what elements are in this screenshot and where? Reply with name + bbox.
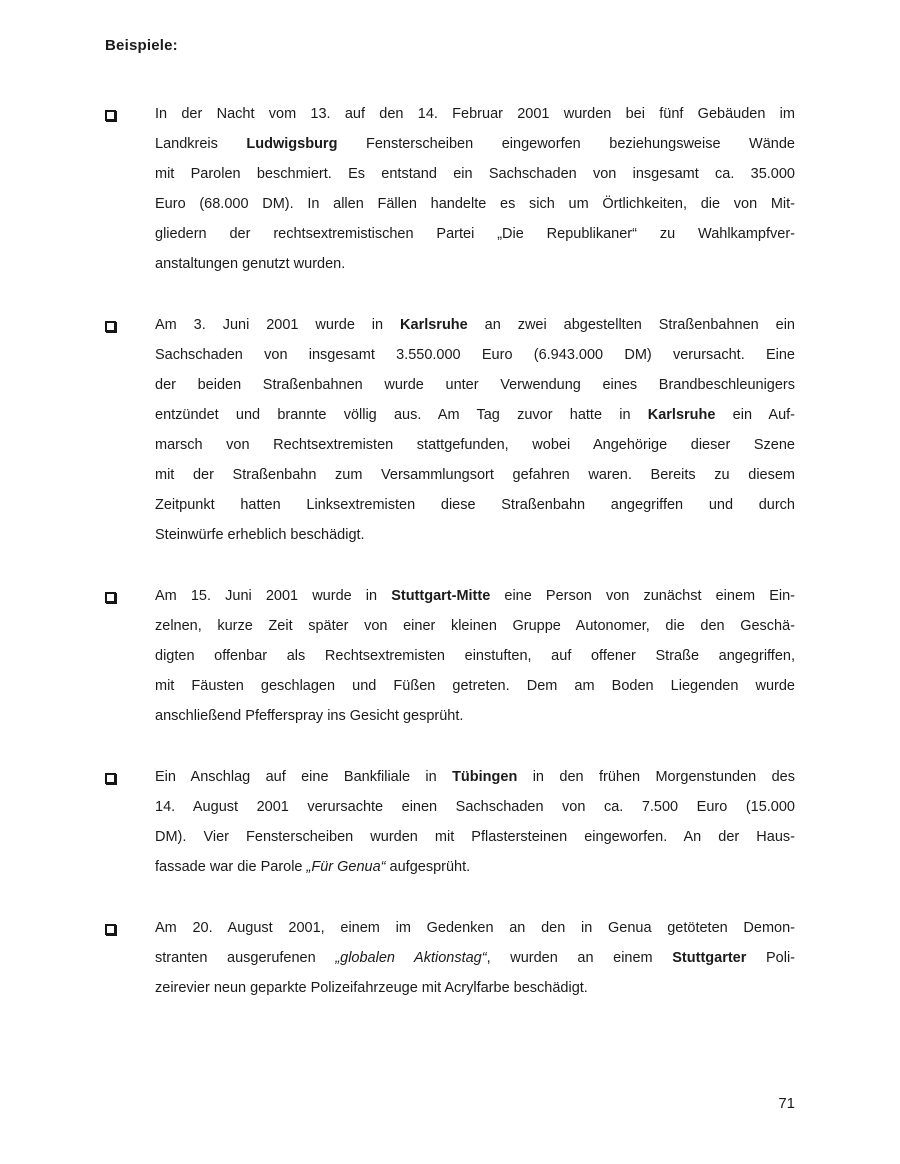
paragraph xyxy=(155,581,795,731)
text-segment: Landkreis xyxy=(155,136,247,152)
text-line xyxy=(155,792,795,822)
text-segment: aufgesprüht. xyxy=(385,859,471,875)
text-segment: DM). Vier Fensterscheiben wurden mit Pflastersteinen eingeworfen. An der Haus- xyxy=(155,829,795,845)
text-line xyxy=(155,852,795,882)
bullet-marker xyxy=(105,310,155,550)
text-line xyxy=(155,822,795,852)
list-item xyxy=(105,581,795,731)
paragraph xyxy=(155,99,795,279)
bullet-marker xyxy=(105,913,155,1003)
text-segment: , wurden an einem xyxy=(486,950,673,966)
text-line xyxy=(155,943,795,973)
text-segment: an zwei abgestellten Straßenbahnen ein xyxy=(467,317,796,333)
text-line xyxy=(155,490,795,520)
text-segment: eine Person von zunächst einem Ein- xyxy=(490,588,795,604)
text-segment: zelnen, kurze Zeit später von einer kleinen Gruppe Autonomer, die den Geschä- xyxy=(155,618,795,634)
list-item xyxy=(105,310,795,550)
text-line xyxy=(155,762,795,792)
page-title: Beispiele: xyxy=(105,37,178,54)
emphasis-bold-text: Ludwigsburg xyxy=(246,136,338,152)
text-line xyxy=(155,129,795,159)
text-line xyxy=(155,219,795,249)
emphasis-bold-text: Karlsruhe xyxy=(400,317,468,333)
text-segment: anstaltungen genutzt wurden. xyxy=(155,256,346,272)
text-line xyxy=(155,520,795,550)
text-segment: Am 3. Juni 2001 wurde in xyxy=(155,317,401,333)
text-line xyxy=(155,310,795,340)
text-line xyxy=(155,641,795,671)
text-segment: fassade war die Parole xyxy=(155,859,307,875)
list-item xyxy=(105,913,795,1003)
text-segment: gliedern der rechtsextremistischen Partei „Die Republikaner“ zu Wahlkampfver- xyxy=(155,226,795,242)
page-number: 71 xyxy=(778,1095,795,1112)
text-line xyxy=(155,701,795,731)
text-line xyxy=(155,400,795,430)
shadowed-square-bullet-icon xyxy=(105,321,116,332)
text-segment: Poli- xyxy=(746,950,796,966)
text-segment: 14. August 2001 verursachte einen Sachschaden von ca. 7.500 Euro (15.000 xyxy=(155,799,795,815)
text-segment: in den frühen Morgenstunden des xyxy=(517,769,795,785)
page-footer xyxy=(778,1095,795,1112)
text-line xyxy=(155,460,795,490)
emphasis-bold-text: Stuttgart-Mitte xyxy=(391,588,491,604)
text-segment: mit Parolen beschmiert. Es entstand ein Sachschaden von insgesamt ca. 35.000 xyxy=(155,166,795,182)
text-line xyxy=(155,671,795,701)
text-segment: zeirevier neun geparkte Polizeifahrzeuge mit Acrylfarbe beschädigt. xyxy=(155,980,588,996)
paragraph xyxy=(155,310,795,550)
shadowed-square-bullet-icon xyxy=(105,924,116,935)
text-segment: marsch von Rechtsextremisten stattgefunden, wobei Angehörige dieser Szene xyxy=(155,437,795,453)
text-line xyxy=(155,159,795,189)
emphasis-italic-text: „globalen Aktionstag“ xyxy=(335,950,487,966)
text-line xyxy=(155,913,795,943)
shadowed-square-bullet-icon xyxy=(105,773,116,784)
bullet-list xyxy=(105,99,795,1003)
list-item xyxy=(105,762,795,882)
text-segment: Am 20. August 2001, einem im Gedenken an den in Genua getöteten Demon- xyxy=(155,920,795,936)
text-line xyxy=(155,249,795,279)
text-segment: entzündet und brannte völlig aus. Am Tag zuvor hatte in xyxy=(155,407,648,423)
emphasis-bold-text: Tübingen xyxy=(452,769,518,785)
text-segment: anschließend Pfefferspray ins Gesicht gesprüht. xyxy=(155,708,464,724)
text-segment: Ein Anschlag auf eine Bankfiliale in xyxy=(155,769,453,785)
text-line xyxy=(155,340,795,370)
shadowed-square-bullet-icon xyxy=(105,592,116,603)
text-line xyxy=(155,973,795,1003)
text-segment: mit Fäusten geschlagen und Füßen getreten. Dem am Boden Liegenden wurde xyxy=(155,678,795,694)
text-segment: In der Nacht vom 13. auf den 14. Februar 2001 wurden bei fünf Gebäuden im xyxy=(155,106,795,122)
text-line xyxy=(155,611,795,641)
text-segment: Fensterscheiben eingeworfen beziehungsweise Wände xyxy=(337,136,795,152)
text-segment: mit der Straßenbahn zum Versammlungsort gefahren waren. Bereits zu diesem xyxy=(155,467,795,483)
text-segment: der beiden Straßenbahnen wurde unter Verwendung eines Brandbeschleunigers xyxy=(155,377,795,393)
emphasis-bold-text: Stuttgarter xyxy=(672,950,747,966)
shadowed-square-bullet-icon xyxy=(105,110,116,121)
text-segment: Euro (68.000 DM). In allen Fällen handelte es sich um Örtlichkeiten, die von Mit- xyxy=(155,196,795,212)
text-segment: Sachschaden von insgesamt 3.550.000 Euro (6.943.000 DM) verursacht. Eine xyxy=(155,347,795,363)
text-line xyxy=(155,430,795,460)
list-item xyxy=(105,99,795,279)
text-segment: digten offenbar als Rechtsextremisten einstuften, auf offener Straße angegriffen, xyxy=(155,648,795,664)
emphasis-bold-text: Karlsruhe xyxy=(647,407,716,423)
paragraph xyxy=(155,762,795,882)
text-line xyxy=(155,189,795,219)
paragraph xyxy=(155,913,795,1003)
text-segment: Am 15. Juni 2001 wurde in xyxy=(155,588,392,604)
text-segment: Zeitpunkt hatten Linksextremisten diese Straßenbahn angegriffen und durch xyxy=(155,497,795,513)
text-line xyxy=(155,99,795,129)
text-segment: Steinwürfe erheblich beschädigt. xyxy=(155,527,365,543)
text-line xyxy=(155,370,795,400)
emphasis-italic-text: „Für Genua“ xyxy=(306,859,386,875)
text-line xyxy=(155,581,795,611)
bullet-marker xyxy=(105,99,155,279)
bullet-marker xyxy=(105,762,155,882)
text-segment: stranten ausgerufenen xyxy=(155,950,336,966)
text-segment: ein Auf- xyxy=(715,407,796,423)
bullet-marker xyxy=(105,581,155,731)
